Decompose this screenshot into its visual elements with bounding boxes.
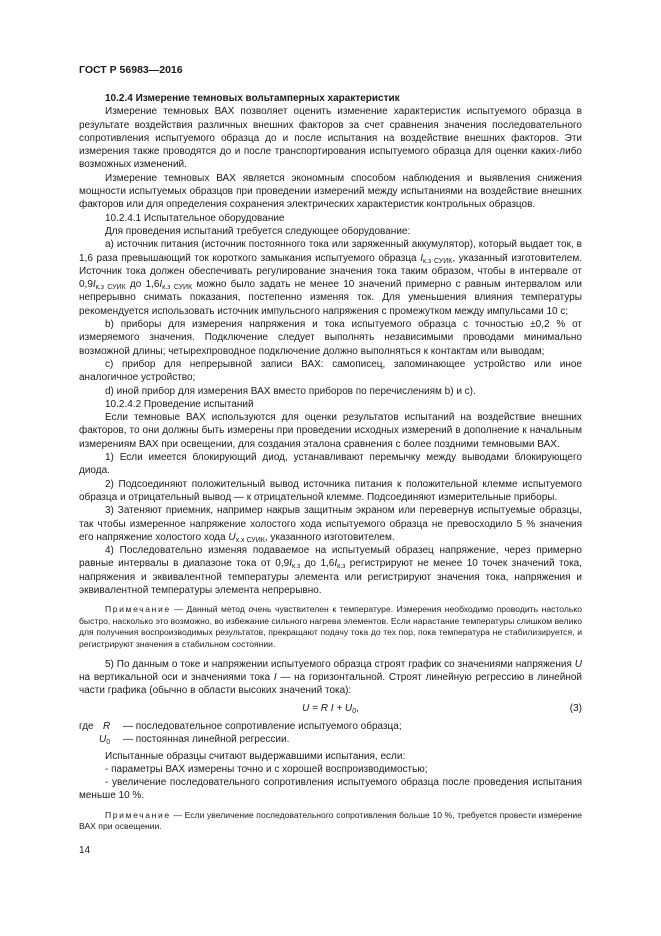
note-resistance: Примечание — Если увеличение последовательного сопротивления больше 10 %, требуется провести измерение ВАХ при освещении.: [79, 809, 582, 832]
legend-symbol-r: R: [103, 720, 111, 732]
formula-expression: U = R $I + U_0$,: [302, 702, 359, 715]
criteria-item-2: - увеличение последовательного сопротивления испытуемого образца после проведения испытания меньше 10 %.: [79, 777, 582, 802]
section-heading: 10.2.4 Измерение темновых вольтамперных характеристик: [105, 93, 400, 104]
step-2: 2) Подсоединяют положительный вывод источника питания к положительной клемме испытуемого образца и отрицательный вывод — к отрицательной клемме. Подсоединяют измерительные приборы.: [79, 478, 582, 503]
list-item-b: b) приборы для измерения напряжения и тока испытуемого образца с точностью ±0,2 % от измеряемого значения. Подключение следует выполнять независимыми проводами минимально возможной длины; четырехпроводное подключение должно выполняться к контактам или выводам;: [79, 319, 582, 357]
step-4: 4) Последовательно изменяя подаваемое на испытуемый образец напряжение, через примерно равные интервалы в диапазоне тока от $0,9I_{к.з}$ до $1,6I_{к.з}$ регистрируют не менее 10 точек значений тока, напряжения и эквивалентной температуры элемента или регистрируют значения тока, напряжения и эквивалентной температуры элемента непрерывно.: [79, 545, 582, 596]
list-item-c: c) прибор для непрерывной записи ВАХ: самописец, запоминающее устройство или иное аналогичное устройство;: [79, 358, 582, 384]
where-label: где: [79, 720, 94, 732]
paragraph-economy: Измерение темновых ВАХ является экономным способом наблюдения и выявления снижения мощности испытуемых образцов при проведении измерений между испытаниями на воздействие внешних факторов или для определения сохранения электрических характеристик контрольных образцов.: [79, 172, 582, 211]
list-item-d: d) иной прибор для измерения ВАХ вместо приборов по перечислениям b) и c).: [105, 385, 476, 397]
paragraph-equipment-intro: Для проведения испытаний требуется следующее оборудование:: [105, 225, 411, 237]
formula-3: [79, 698, 582, 720]
page-body: [79, 92, 582, 833]
step-3: 3) Затеняют приемник, например накрыв защитным экраном или перевернув испытуемые образцы, так чтобы измеренное напряжение холостого хода испытуемого образца не превосходило 5 % значения его напряжение холостого хода $U_{х.х СУИК}$, указанного изготовителем.: [79, 505, 582, 544]
formula-legend: [79, 720, 582, 746]
step-1: 1) Если имеется блокирующий диод, устанавливают перемычку между выводами блокирующего диода.: [79, 452, 582, 477]
page-number: 14: [79, 845, 91, 856]
formula-number: (3): [569, 702, 582, 714]
note-temperature: Примечание — Данный метод очень чувствителен к температуре. Измерения необходимо проводить настолько быстро, насколько это возможно, во избежание сильного нагрева элементов. Если нарастание температуры слишком велико для получения воспроизводимых результатов, прекращают подачу тока до тех пор, пока температура не стабилизируется, и регистрируют значения в стабильном состоянии.: [79, 604, 582, 650]
subsection-heading-procedure: 10.2.4.2 Проведение испытаний: [105, 398, 254, 410]
paragraph-intro: Измерение темновых ВАХ позволяет оценить изменение характеристик испытуемого образца в результате воздействия различных внешних факторов за счет сравнения значения последовательного сопротивления испытуемого образца до и после испытания на воздействие внешних факторов. Эти измерения также проводятся до и после транспортирования испытуемого образца для оценки каких-либо возможных изменений.: [79, 106, 582, 171]
legend-desc-r: — последовательное сопротивление испытуемого образца;: [123, 720, 402, 732]
legend-desc-u0: — постоянная линейной регрессии.: [123, 733, 290, 745]
subsection-heading-equipment: 10.2.4.1 Испытательное оборудование: [105, 212, 285, 224]
list-item-a: а) источник питания (источник постоянного тока или заряженный аккумулятор), который выдает ток, в 1,6 раза превышающий ток короткого замыкания испытуемого образца $I_{к.з СУИК}$, указанный изготовителем. Источник тока должен обеспечивать регулирование значения тока таким образом, чтобы в интервале от $0,9I_{к.з СУИК}$ до $1,6I_{к.з СУИК}$ можно было задать не менее 10 значений примерно с равным интервалом или непрерывно снимать показания, постепенно изменяя ток. Для уменьшения влияния температуры рекомендуется использовать источник импульсного напряжения с промежутком между импульсами 10 с;: [79, 239, 583, 317]
paragraph-procedure-intro: Если темновые ВАХ используются для оценки результатов испытаний на воздействие внешних факторов, то они должны быть измерены при проведении исходных измерений в дополнение к начальным измерениям ВАХ при освещении, для создания эталона сравнения с более поздними темновыми ВАХ.: [79, 412, 582, 450]
step-5: 5) По данным о токе и напряжении испытуемого образца строят график со значениями напряжения U на вертикальной оси и значениями тока I — на горизонтальной. Строят линейную регрессию в линейной части графика (обычно в области высоких значений тока):: [79, 658, 582, 697]
paragraph-criteria: Испытанные образцы считают выдержавшими испытания, если:: [105, 750, 406, 762]
criteria-item-1: - параметры ВАХ измерены точно и с хорошей воспроизводимостью;: [105, 763, 428, 775]
legend-symbol-u0: $U_0$: [99, 733, 111, 746]
standard-header: ГОСТ Р 56983—2016: [79, 64, 183, 76]
